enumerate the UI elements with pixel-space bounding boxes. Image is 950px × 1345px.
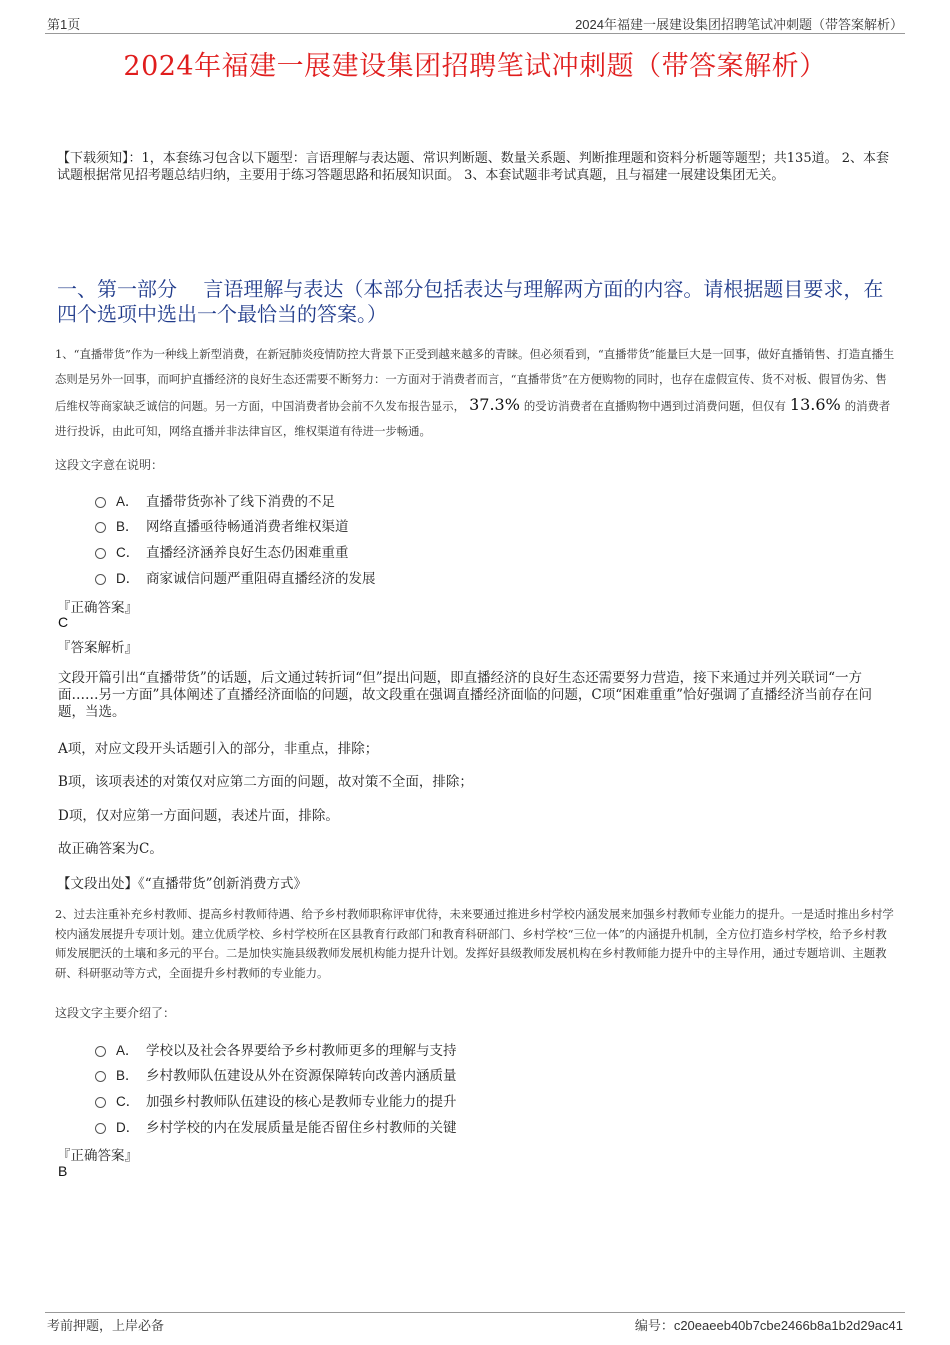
option-text: 乡村教师队伍建设从外在资源保障转向改善内涵质量 [146, 1068, 457, 1084]
option-letter: D． [116, 571, 140, 586]
option-letter: A． [116, 1043, 139, 1058]
q2-answer-label: 『正确答案』 [57, 1148, 138, 1164]
q2-option-c[interactable] [95, 1090, 457, 1110]
footer-slogan: 考前押题，上岸必备 [47, 1319, 165, 1334]
q1-analysis-label: 『答案解析』 [57, 640, 138, 656]
q1-analysis-d: D项，仅对应第一方面问题，表述片面，排除。 [58, 808, 339, 824]
radio-icon[interactable] [95, 1046, 106, 1057]
radio-icon[interactable] [95, 1123, 106, 1134]
question-2-prompt: 这段文字主要介绍了： [55, 1006, 176, 1020]
footer-divider [45, 1312, 905, 1313]
stat-percent-2: 13.6% [789, 395, 841, 414]
option-text: 乡村学校的内在发展质量是能否留住乡村教师的关键 [146, 1120, 457, 1136]
header-doc-title: 2024年福建一展建设集团招聘笔试冲刺题（带答案解析） [575, 17, 903, 32]
q2-option-a[interactable] [95, 1039, 457, 1059]
option-text: 网络直播亟待畅通消费者维权渠道 [146, 519, 349, 535]
option-text: 直播带货弥补了线下消费的不足 [146, 494, 335, 510]
option-text: 商家诚信问题严重阻碍直播经济的发展 [146, 571, 376, 587]
q1-option-c[interactable] [95, 541, 349, 561]
document-title: 2024年福建一展建设集团招聘笔试冲刺题（带答案解析） [123, 51, 827, 82]
question-1-prompt: 这段文字意在说明： [55, 458, 164, 472]
option-text: 学校以及社会各界要给予乡村教师更多的理解与支持 [146, 1043, 457, 1059]
q1-option-b[interactable] [95, 515, 349, 535]
question-1-text [55, 342, 898, 444]
question-1-part-c: 的消费者进行投诉，由此可知，网络直播并非法律盲区，维权渠道有待进一步畅通。 [55, 399, 891, 438]
option-letter: A． [116, 494, 139, 509]
question-1-part-b: 的受访消费者在直播购物中遇到过消费问题，但仅有 [523, 399, 786, 413]
option-letter: B． [116, 519, 139, 534]
q1-analysis-b: B项，该项表述的对策仅对应第二方面的问题，故对策不全面，排除； [58, 774, 473, 790]
q1-answer-label: 『正确答案』 [57, 600, 138, 616]
q1-answer: C [58, 614, 69, 630]
stat-percent-1: 37.3% [469, 395, 520, 414]
option-text: 直播经济涵养良好生态仍困难重重 [146, 545, 349, 561]
header-divider [45, 33, 905, 34]
radio-icon[interactable] [95, 1097, 106, 1108]
option-letter: D． [116, 1120, 140, 1135]
q1-option-d[interactable] [95, 567, 376, 587]
option-letter: C． [116, 545, 140, 560]
option-letter: C． [116, 1094, 140, 1109]
download-notice: 【下载须知】：1，本套练习包含以下题型：言语理解与表达题、常识判断题、数量关系题、判断推理题和资料分析题等题型；共135道。 2、本套试题根据常见招考题总结归纳，主要用于练习答题思路和拓展知识面。 3、本套试题非考试真题，且与福建一展建设集团无关。 [57, 151, 889, 183]
q2-option-b[interactable] [95, 1064, 457, 1084]
section-heading: 一、第一部分 言语理解与表达（本部分包括表达与理解两方面的内容。请根据题目要求，在四个选项中选出一个最恰当的答案。） [57, 277, 884, 326]
radio-icon[interactable] [95, 1071, 106, 1082]
option-text: 加强乡村教师队伍建设的核心是教师专业能力的提升 [146, 1094, 457, 1110]
footer-code-label: 编号： [634, 1319, 674, 1334]
q2-answer: B [58, 1163, 68, 1179]
radio-icon[interactable] [95, 548, 106, 559]
q1-analysis-a: A项，对应文段开头话题引入的部分，非重点，排除； [58, 741, 379, 757]
q2-option-d[interactable] [95, 1116, 457, 1136]
footer-code-value: c20eaeeb40b7cbe2466b8a1b2d29ac41 [673, 1318, 903, 1333]
question-1-part-a: 1、“直播带货”作为一种线上新型消费，在新冠肺炎疫情防控大背景下正受到越来越多的青睐。但必须看到，“直播带货”能量巨大是一回事，做好直播销售、打造直播生态则是另外一回事，而呵护直播经济的良好生态还需要不断努力：一方面对于消费者而言，“直播带货”在方便购物的同时，也存在虚假宣传、货不对板、假冒伪劣、售后维权等商家缺乏诚信的问题。另一方面，中国消费者协会前不久发布报告显示， [55, 347, 895, 413]
page-number: 第1页 [47, 17, 81, 32]
radio-icon[interactable] [95, 522, 106, 533]
q1-analysis-main: 文段开篇引出“直播带货”的话题，后文通过转折词“但”提出问题，即直播经济的良好生态还需要努力营造，接下来通过并列关联词“一方面……另一方面”具体阐述了直播经济面临的问题，故文段重在强调直播经济面临的问题，C项“困难重重”恰好强调了直播经济当前存在问题，当选。 [58, 670, 873, 720]
radio-icon[interactable] [95, 497, 106, 508]
radio-icon[interactable] [95, 574, 106, 585]
q1-option-a[interactable] [95, 490, 335, 510]
footer-code [635, 1315, 903, 1334]
question-2-text: 2、过去注重补充乡村教师、提高乡村教师待遇、给予乡村教师职称评审优待，未来要通过推进乡村学校内涵发展来加强乡村教师专业能力的提升。一是适时推出乡村学校内涵发展提升专项计划。建立优质学校、乡村学校所在区县教育行政部门和教育科研部门、乡村学校“三位一体”的内涵提升机制，全方位打造乡村学校，给予乡村教师发展肥沃的土壤和多元的平台。二是加快实施县级教师发展机构能力提升计划。发挥好县级教师发展机构在乡村教师能力提升中的主导作用，通过专题培训、主题教研、科研驱动等方式，全面提升乡村教师的专业能力。 [55, 907, 894, 980]
q1-source: 【文段出处】《“直播带货”创新消费方式》 [57, 876, 308, 892]
option-letter: B． [116, 1068, 139, 1083]
q1-analysis-conclusion: 故正确答案为C。 [58, 841, 163, 857]
